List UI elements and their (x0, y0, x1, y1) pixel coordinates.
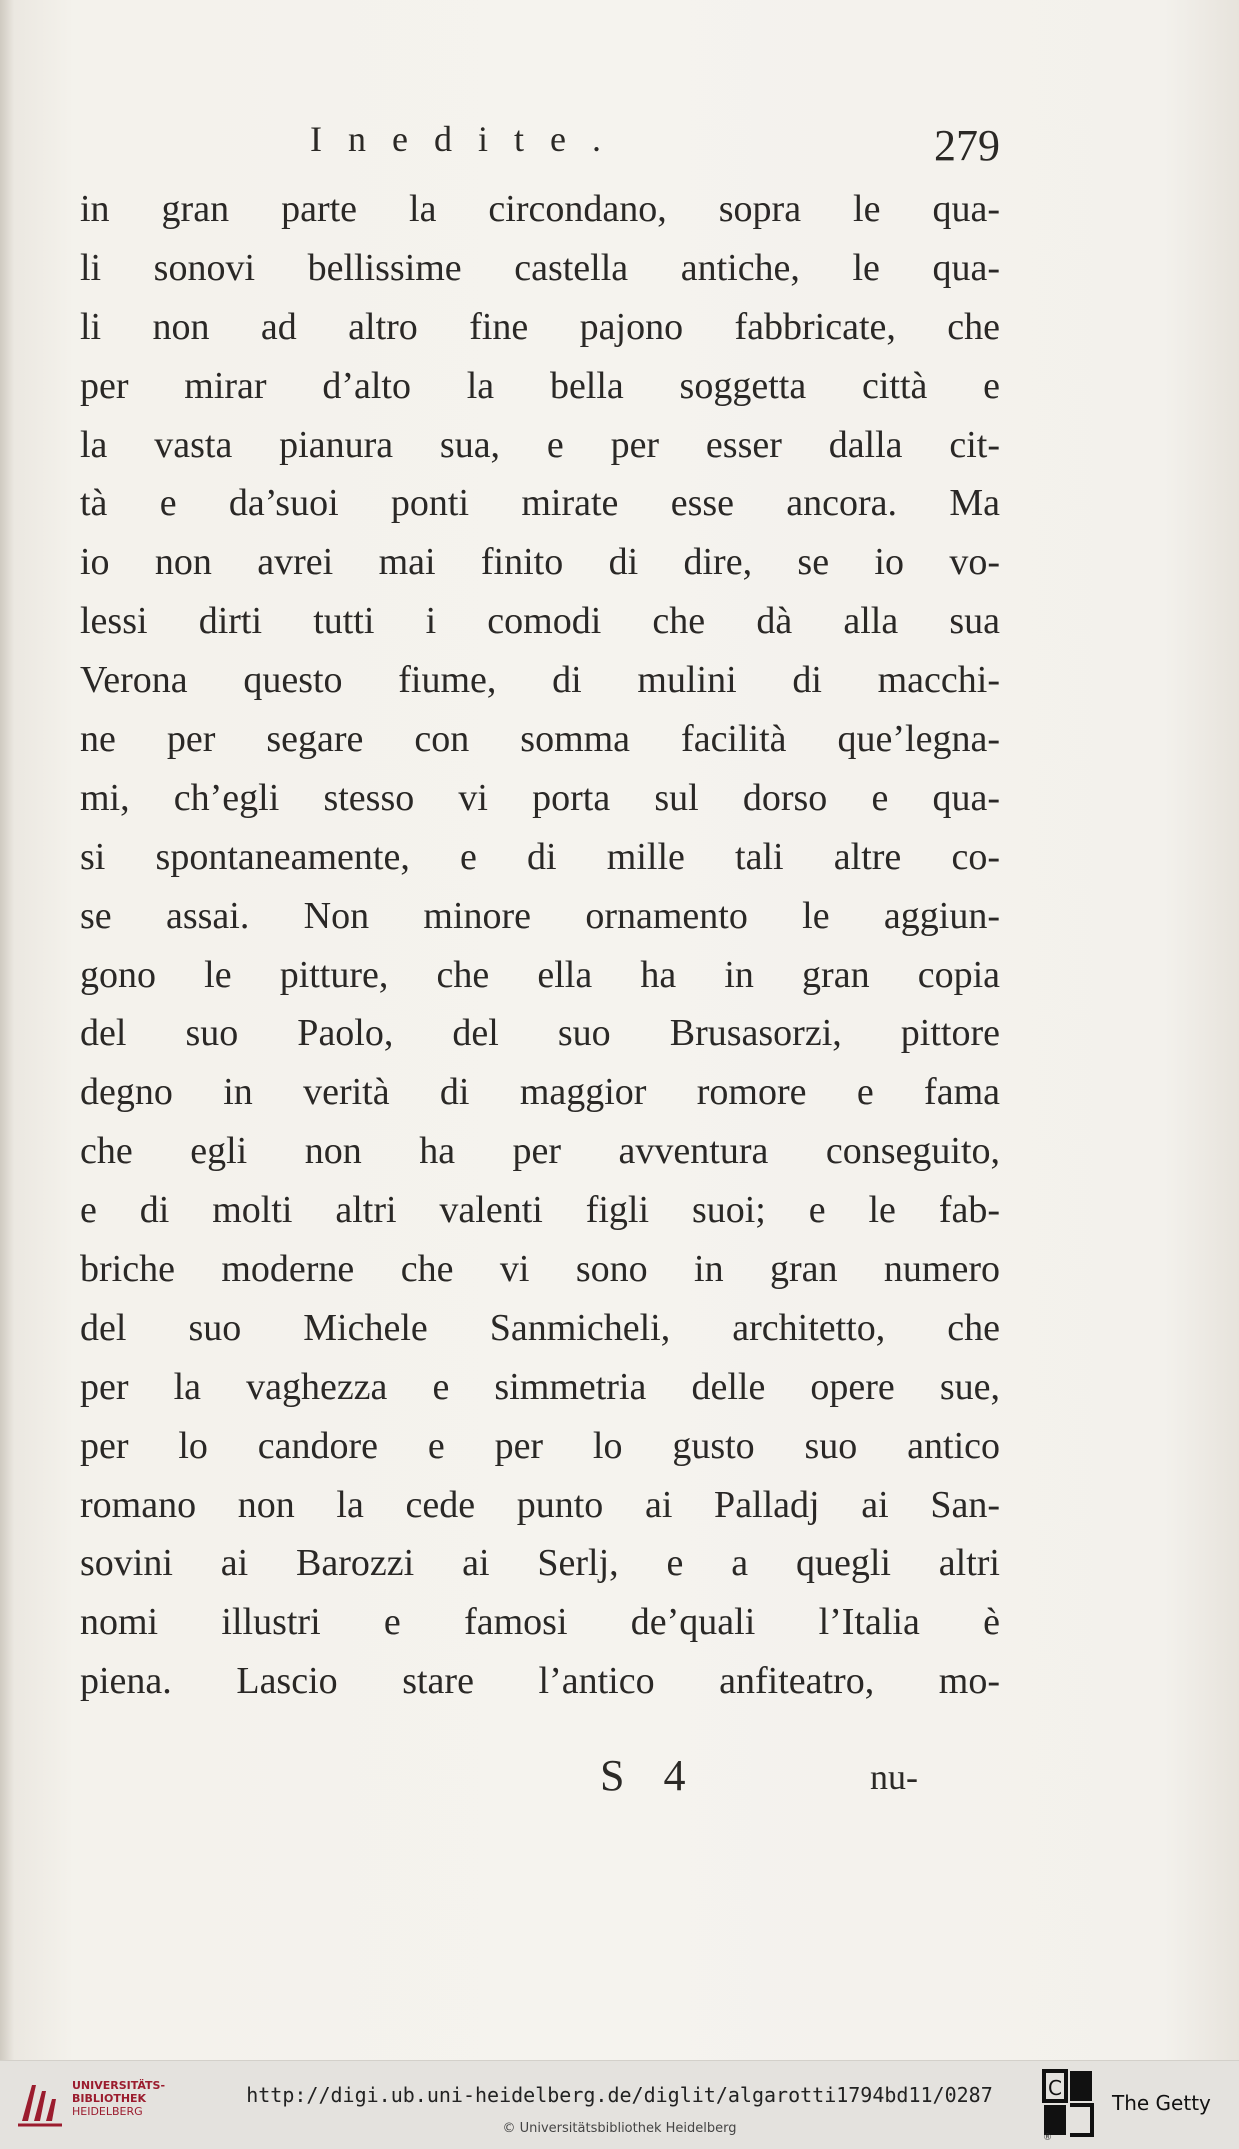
partner-name: The Getty (1112, 2091, 1211, 2115)
catchword: nu- (870, 1757, 918, 1797)
text-line: piena. Lascio stare l’antico anfiteatro, mo- (80, 1660, 1000, 1703)
text-line: per lo candore e per lo gusto suo antico (80, 1424, 1000, 1467)
footer-bar (0, 2060, 1239, 2149)
running-head (80, 118, 1000, 168)
text-line: tà e da’suoi ponti mirate esse ancora. Ma (80, 482, 1000, 525)
text-line: ne per segare con somma facilità que’legna- (80, 718, 1000, 761)
copyright-notice: © Universitätsbibliothek Heidelberg (502, 2121, 737, 2136)
spine-shadow (0, 0, 14, 2060)
body-text (80, 180, 1000, 1711)
text-line: nomi illustri e famosi de’quali l’Italia è (80, 1601, 1000, 1644)
text-line: degno in verità di maggior romore e fama (80, 1071, 1000, 1114)
signature-mark: S 4 (600, 1751, 700, 1800)
running-head-title: Inedite. (310, 119, 627, 159)
registered-mark: ® (1043, 2133, 1052, 2143)
text-line: briche moderne che vi sono in gran numero (80, 1248, 1000, 1291)
text-line: li non ad altro fine pajono fabbricate, che (80, 305, 1000, 348)
text-line: e di molti altri valenti figli suoi; e le fab- (80, 1189, 1000, 1232)
page-number: 279 (934, 121, 1000, 170)
text-line: che egli non ha per avventura conseguito, (80, 1130, 1000, 1173)
text-line: in gran parte la circondano, sopra le qua- (80, 188, 1000, 230)
text-line: la vasta pianura sua, e per esser dalla cit- (80, 423, 1000, 466)
text-line: mi, ch’egli stesso vi porta sul dorso e qua- (80, 776, 1000, 819)
text-line: se assai. Non minore ornamento le aggiun- (80, 894, 1000, 937)
text-line: del suo Paolo, del suo Brusasorzi, pittore (80, 1012, 1000, 1055)
text-line: per la vaghezza e simmetria delle opere sue, (80, 1365, 1000, 1408)
text-line: si spontaneamente, e di mille tali altre co- (80, 835, 1000, 878)
library-name-line1: UNIVERSITÄTS- (72, 2079, 166, 2092)
library-name-line2: BIBLIOTHEK (72, 2092, 147, 2105)
text-line: per mirar d’alto la bella soggetta città e (80, 364, 1000, 407)
text-line: del suo Michele Sanmicheli, architetto, che (80, 1306, 1000, 1349)
text-line: Verona questo fiume, di mulini di macchi- (80, 659, 1000, 702)
text-line: li sonovi bellissime castella antiche, le qua- (80, 246, 1000, 289)
text-line: lessi dirti tutti i comodi che dà alla sua (80, 600, 1000, 643)
library-name-line3: HEIDELBERG (72, 2105, 143, 2118)
text-line: romano non la cede punto ai Palladj ai San- (80, 1483, 1000, 1526)
text-line: gono le pitture, che ella ha in gran copia (80, 953, 1000, 996)
permalink-url[interactable]: http://digi.ub.uni-heidelberg.de/diglit/algarotti1794bd11/0287 (246, 2083, 993, 2107)
getty-logo-icon (1042, 2069, 1094, 2137)
svg-text:C: C (1048, 2076, 1062, 2100)
text-line: io non avrei mai finito di dire, se io vo- (80, 541, 1000, 584)
text-line: sovini ai Barozzi ai Serlj, e a quegli altri (80, 1542, 1000, 1585)
